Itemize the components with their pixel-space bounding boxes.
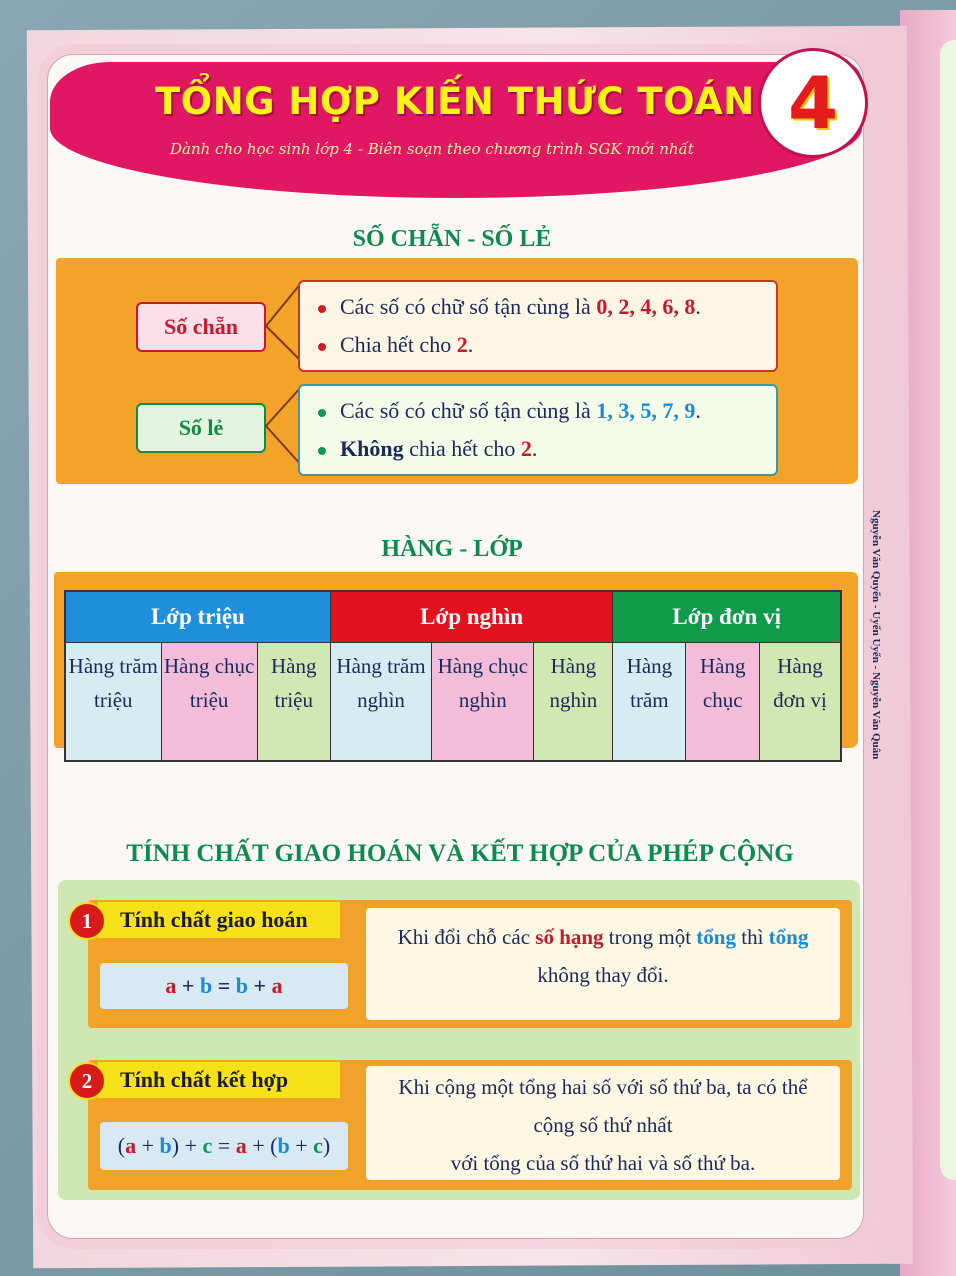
class-units: Lớp đơn vị bbox=[613, 591, 841, 643]
punct: . bbox=[695, 294, 701, 319]
var-b: b bbox=[159, 1133, 172, 1158]
odd-rule-1 bbox=[318, 392, 758, 430]
odd-rule-2 bbox=[318, 430, 758, 468]
even-label: Số chẵn bbox=[136, 302, 266, 352]
commutative-description bbox=[366, 908, 840, 1020]
place-cell: Hàng triệu bbox=[257, 643, 330, 761]
var-b: b bbox=[277, 1133, 290, 1158]
commutative-formula: a + b = b + a bbox=[100, 963, 348, 1009]
bullet-icon bbox=[318, 343, 326, 351]
grade-number: 4 bbox=[787, 61, 839, 145]
var-a: a bbox=[235, 1133, 247, 1158]
bullet-icon bbox=[318, 305, 326, 313]
var-c: c bbox=[313, 1133, 323, 1158]
addition-heading: TÍNH CHẤT GIAO HOÁN VÀ KẾT HỢP CỦA PHÉP CỘNG bbox=[126, 840, 794, 867]
divisor: 2 bbox=[520, 436, 532, 461]
class-millions: Lớp triệu bbox=[65, 591, 330, 643]
even-digits: 0, 2, 4, 6, 8 bbox=[596, 294, 696, 319]
even-rule-1 bbox=[318, 288, 758, 326]
place-cell: Hàng trăm bbox=[613, 643, 686, 761]
item-number-badge: 1 bbox=[68, 902, 106, 940]
even-rule-2 bbox=[318, 326, 758, 364]
desc-line bbox=[366, 918, 840, 956]
page-title: TỔNG HỢP KIẾN THỨC TOÁN bbox=[155, 80, 755, 123]
punct: . bbox=[695, 398, 701, 423]
even-rule-1-text: Các số có chữ số tận cùng là bbox=[340, 294, 597, 319]
commutative-title: Tính chất giao hoán bbox=[98, 902, 340, 938]
term-sum: tổng bbox=[696, 925, 736, 949]
odd-info-box bbox=[298, 384, 778, 476]
term-addend: số hạng bbox=[535, 925, 604, 949]
desc-line: với tổng của số thứ hai và số thứ ba. bbox=[450, 1151, 756, 1175]
punct: . bbox=[467, 332, 474, 357]
divisor: 2 bbox=[456, 332, 468, 357]
class-thousands: Lớp nghìn bbox=[330, 591, 613, 643]
odd-digits: 1, 3, 5, 7, 9 bbox=[596, 398, 696, 423]
punct: . bbox=[531, 436, 538, 461]
associative-title: Tính chất kết hợp bbox=[98, 1062, 340, 1098]
page-subtitle: Dành cho học sinh lớp 4 - Biên soạn theo chương trình SGK mới nhất bbox=[170, 140, 694, 158]
side-credit: Nguyễn Văn Quyến - Uyển Uyển - Nguyễn Văn Quân bbox=[870, 510, 882, 760]
var-a: a bbox=[165, 973, 177, 998]
text: thì bbox=[735, 925, 769, 949]
var-b: b bbox=[199, 973, 213, 998]
place-cell: Hàng chục triệu bbox=[161, 643, 257, 761]
even-rule-2-text: Chia hết cho bbox=[340, 332, 457, 357]
item-number-badge: 2 bbox=[68, 1062, 106, 1100]
desc-line: không thay đổi. bbox=[537, 963, 669, 987]
place-value-heading: HÀNG - LỚP bbox=[381, 536, 523, 562]
odd-label: Số lẻ bbox=[136, 403, 266, 453]
negation: Không bbox=[340, 436, 404, 461]
bullet-icon bbox=[318, 447, 326, 455]
var-a: a bbox=[125, 1133, 137, 1158]
associative-description bbox=[366, 1066, 840, 1180]
desc-line: Khi cộng một tổng hai số với số thứ ba, ta có thể bbox=[398, 1075, 808, 1099]
text: Khi đổi chỗ các bbox=[397, 925, 536, 949]
next-page-edge bbox=[940, 40, 956, 1180]
associative-formula: ( a + b ) + c = a + ( b + c ) bbox=[100, 1122, 348, 1170]
place-cell: Hàng nghìn bbox=[534, 643, 613, 761]
grade-badge bbox=[758, 48, 868, 158]
text: trong một bbox=[603, 925, 697, 949]
desc-line: cộng số thứ nhất bbox=[533, 1113, 673, 1137]
var-c: c bbox=[202, 1133, 213, 1158]
place-cell: Hàng chục nghìn bbox=[432, 643, 534, 761]
place-value-table bbox=[64, 590, 842, 762]
place-cell: Hàng trăm triệu bbox=[65, 643, 161, 761]
place-row bbox=[65, 643, 841, 761]
odd-rule-2-text: chia hết cho bbox=[403, 436, 521, 461]
odd-rule-1-text: Các số có chữ số tận cùng là bbox=[340, 398, 597, 423]
place-cell: Hàng chục bbox=[686, 643, 760, 761]
place-cell: Hàng trăm nghìn bbox=[330, 643, 432, 761]
class-row bbox=[65, 591, 841, 643]
var-a: a bbox=[271, 973, 283, 998]
even-info-box bbox=[298, 280, 778, 372]
even-odd-heading: SỐ CHẴN - SỐ LẺ bbox=[352, 226, 552, 252]
term-sum: tổng bbox=[768, 925, 809, 949]
place-cell: Hàng đơn vị bbox=[760, 643, 841, 761]
bullet-icon bbox=[318, 409, 326, 417]
var-b: b bbox=[235, 973, 249, 998]
